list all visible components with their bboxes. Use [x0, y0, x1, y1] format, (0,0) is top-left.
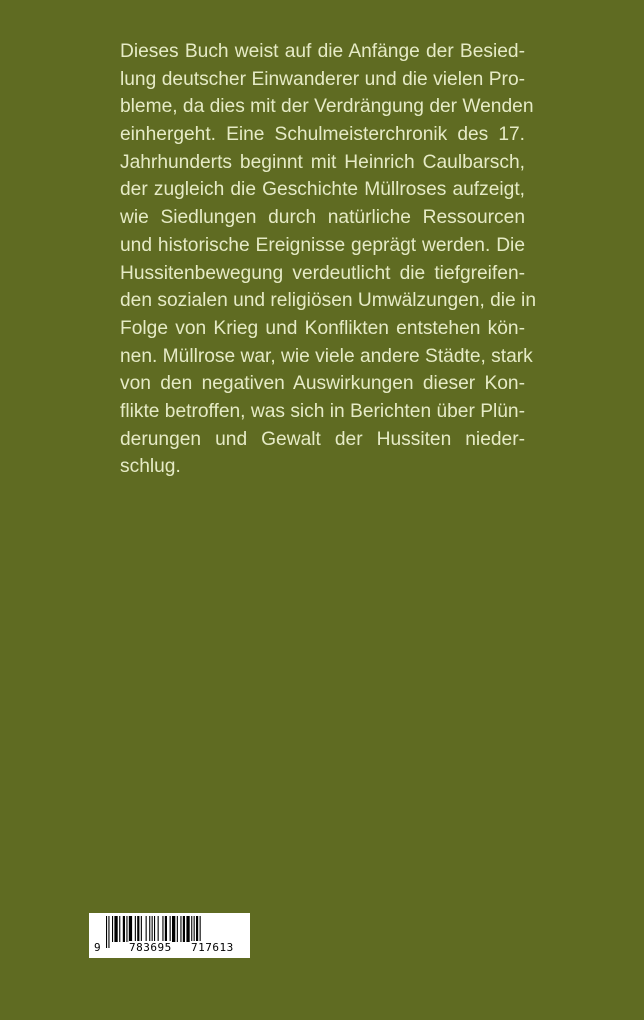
blurb-line: und historische Ereignisse geprägt werden. Die [120, 234, 525, 256]
barcode-bar [165, 916, 167, 942]
barcode-bar [123, 916, 125, 942]
barcode-bar [106, 916, 107, 948]
back-cover-blurb [120, 38, 536, 481]
barcode-bar [141, 916, 142, 942]
barcode-bar [119, 916, 120, 942]
barcode-bar [149, 916, 150, 942]
blurb-line: einhergeht. Eine Schulmeisterchronik des 17. [120, 124, 525, 146]
barcode-bar [170, 916, 171, 942]
blurb-line: flikte betroffen, was sich in Berichten über Plün- [120, 400, 525, 422]
blurb-line: lung deutscher Einwanderer und die vielen Pro- [120, 68, 525, 90]
barcode-bar [126, 916, 127, 942]
blurb-line: Folge von Krieg und Konflikten entstehen kön- [120, 317, 525, 339]
barcode-digits-left: 783695 [129, 941, 172, 954]
isbn-barcode [89, 913, 250, 958]
barcode-bar [152, 916, 153, 942]
barcode-bar [180, 916, 181, 942]
blurb-line: von den negativen Auswirkungen dieser Kon- [120, 373, 525, 395]
blurb-line: Hussitenbewegung verdeutlicht die tiefgreifen- [120, 262, 525, 284]
blurb-line: bleme, da dies mit der Verdrängung der Wenden [120, 96, 534, 118]
blurb-line: Dieses Buch weist auf die Anfänge der Besied- [120, 41, 525, 62]
barcode-digit-first: 9 [94, 941, 102, 954]
barcode-bar [129, 916, 132, 942]
barcode-digits-right: 717613 [191, 941, 234, 954]
blurb-line: nen. Müllrose war, wie viele andere Städte, stark [120, 345, 533, 367]
barcode-bar [191, 916, 192, 942]
blurb-line: Jahrhunderts beginnt mit Heinrich Caulbarsch, [120, 151, 525, 173]
blurb-line: der zugleich die Geschichte Müllroses aufzeigt, [120, 179, 525, 201]
barcode-bar [183, 916, 185, 942]
barcode-bar [108, 916, 109, 948]
barcode-bar [162, 916, 163, 942]
barcode-bar [112, 916, 113, 942]
barcode-bar [146, 916, 147, 942]
blurb-line: wie Siedlungen durch natürliche Ressourcen [120, 207, 525, 229]
barcode-bar [137, 916, 139, 942]
barcode-bar [194, 916, 195, 942]
barcode-bar [158, 916, 159, 942]
barcode-bar [135, 916, 136, 942]
barcode-bar [177, 916, 178, 942]
barcode-bar [186, 916, 189, 942]
blurb-line: den sozialen und religiösen Umwälzungen, die in [120, 290, 536, 312]
barcode-bar [172, 916, 175, 942]
blurb-line: derungen und Gewalt der Hussiten nieder- [120, 428, 525, 450]
barcode-bar [114, 916, 117, 942]
blurb-line: schlug. [120, 456, 181, 478]
